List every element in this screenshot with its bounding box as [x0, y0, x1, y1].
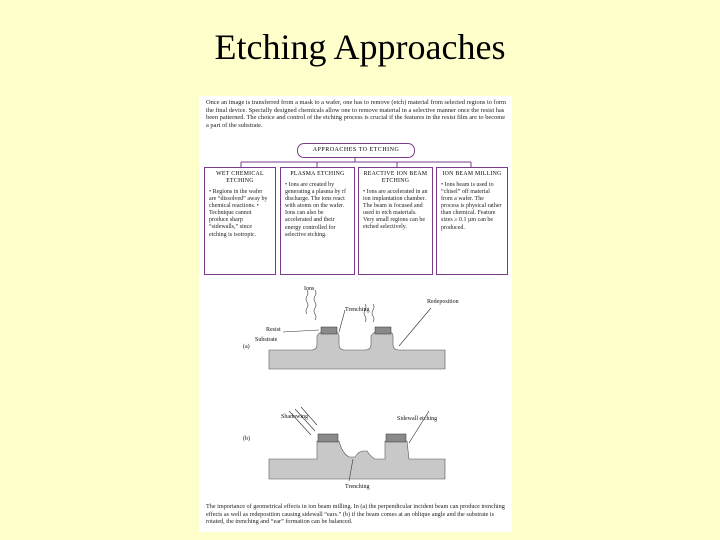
- label-panel-b: (b): [243, 436, 250, 442]
- approach-box-rie: [358, 167, 433, 275]
- connector-lines: [199, 96, 512, 176]
- label-substrate: Substrate: [255, 337, 278, 343]
- ion-milling-figure-b: [199, 401, 512, 486]
- approaches-header: APPROACHES TO ETCHING: [297, 143, 415, 158]
- label-trenching-a: Trenching: [345, 307, 370, 313]
- approach-title: REACTIVE ION BEAM ETCHING: [363, 171, 428, 184]
- approach-body: • Ions are created by generating a plasma by rf discharge. The ions react with atoms on the wafer. Ions can also be accelerated and their energy controlled for selective etching.: [285, 182, 346, 238]
- label-redeposition: Redeposition: [427, 299, 459, 305]
- label-sidewall-etching: Sidewall etching: [397, 416, 438, 422]
- approach-title: ION BEAM MILLING: [442, 171, 502, 177]
- label-shadowing: Shadowing: [281, 414, 308, 420]
- label-panel-a: (a): [243, 344, 250, 350]
- label-ions: Ions: [304, 286, 315, 292]
- approach-box-wet: [204, 167, 276, 275]
- label-resist: Resist: [266, 327, 281, 333]
- approach-body: • Regions in the wafer are “dissolved” away by chemical reactions. • Technique cannot produce sharp “sidewalls,” since etching is isotropic.: [209, 189, 268, 238]
- approach-box-milling: [436, 167, 508, 275]
- approach-title: WET CHEMICAL ETCHING: [216, 171, 264, 184]
- approach-box-plasma: [280, 167, 355, 275]
- intro-paragraph: Once an image is transferred from a mask to a wafer, one has to remove (etch) material from selected regions to form the final device. Specially designed chemicals allow one to remove material in a selective manner once the resist has been patterned. The choice and control of the etching process is crucial if the features in the resist film are to become a part of the substrate.: [206, 99, 506, 129]
- ion-milling-figure-a: [199, 284, 512, 379]
- scanned-document: [199, 96, 512, 532]
- figure-caption: The importance of geometrical effects in ion beam milling. In (a) the perpendicular incident beam can produce trenching effects as well as redeposition causing sidewall “ears.” (b) if the beam comes at an oblique angle and the substrate is rotated, the trenching and “ear” formation can be balanced.: [206, 503, 505, 526]
- approach-title: PLASMA ETCHING: [290, 171, 345, 177]
- label-trenching-b: Trenching: [345, 484, 370, 490]
- slide-title: Etching Approaches: [214, 27, 506, 67]
- approach-body: • Ions are accelerated in an ion implantation chamber. The beam is focused and used to etch materials. Very small regions can be etched selectively.: [363, 189, 428, 231]
- approach-body: • Ions beam is used to “chisel” off material from a wafer. The process is physical rather than chemical. Feature sizes ≥ 0.1 µm can be produced.: [441, 182, 502, 231]
